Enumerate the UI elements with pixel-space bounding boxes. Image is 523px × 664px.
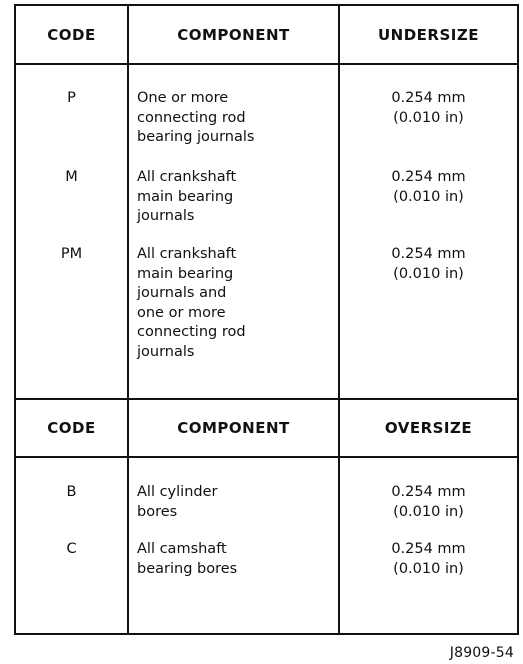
spec-table (14, 4, 519, 635)
header-divider-undersize (16, 63, 517, 65)
header-undersize: UNDERSIZE (378, 25, 479, 44)
header-code-undersize: CODE (47, 25, 96, 44)
header-oversize: OVERSIZE (384, 419, 473, 437)
header-divider-oversize (16, 456, 517, 458)
header-component-undersize: COMPONENT (177, 25, 290, 44)
row-m-code: M (65, 169, 78, 185)
row-p-size: 0.254 mm (0.010 in) (391, 90, 466, 126)
row-c-code: C (66, 541, 77, 557)
row-pm-code: PM (60, 246, 83, 262)
header-code-oversize: CODE (47, 419, 96, 437)
row-p-component: One or more connecting rod bearing journals (137, 90, 255, 145)
row-b-size: 0.254 mm (0.010 in) (391, 484, 466, 520)
header-component-oversize: COMPONENT (177, 419, 290, 437)
row-pm-component: All crankshaft main bearing journals and one or more connecting rod journals (137, 246, 246, 360)
figure-id: J8909-54 (449, 645, 514, 661)
row-b-code: B (66, 484, 77, 500)
row-m-component: All crankshaft main bearing journals (137, 169, 237, 224)
row-c-component: All camshaft bearing bores (137, 541, 238, 577)
row-m-size: 0.254 mm (0.010 in) (391, 169, 466, 205)
row-p-code: P (67, 90, 76, 106)
row-b-component: All cylinder bores (137, 484, 218, 520)
row-pm-size: 0.254 mm (0.010 in) (391, 246, 466, 282)
row-c-size: 0.254 mm (0.010 in) (391, 541, 466, 577)
